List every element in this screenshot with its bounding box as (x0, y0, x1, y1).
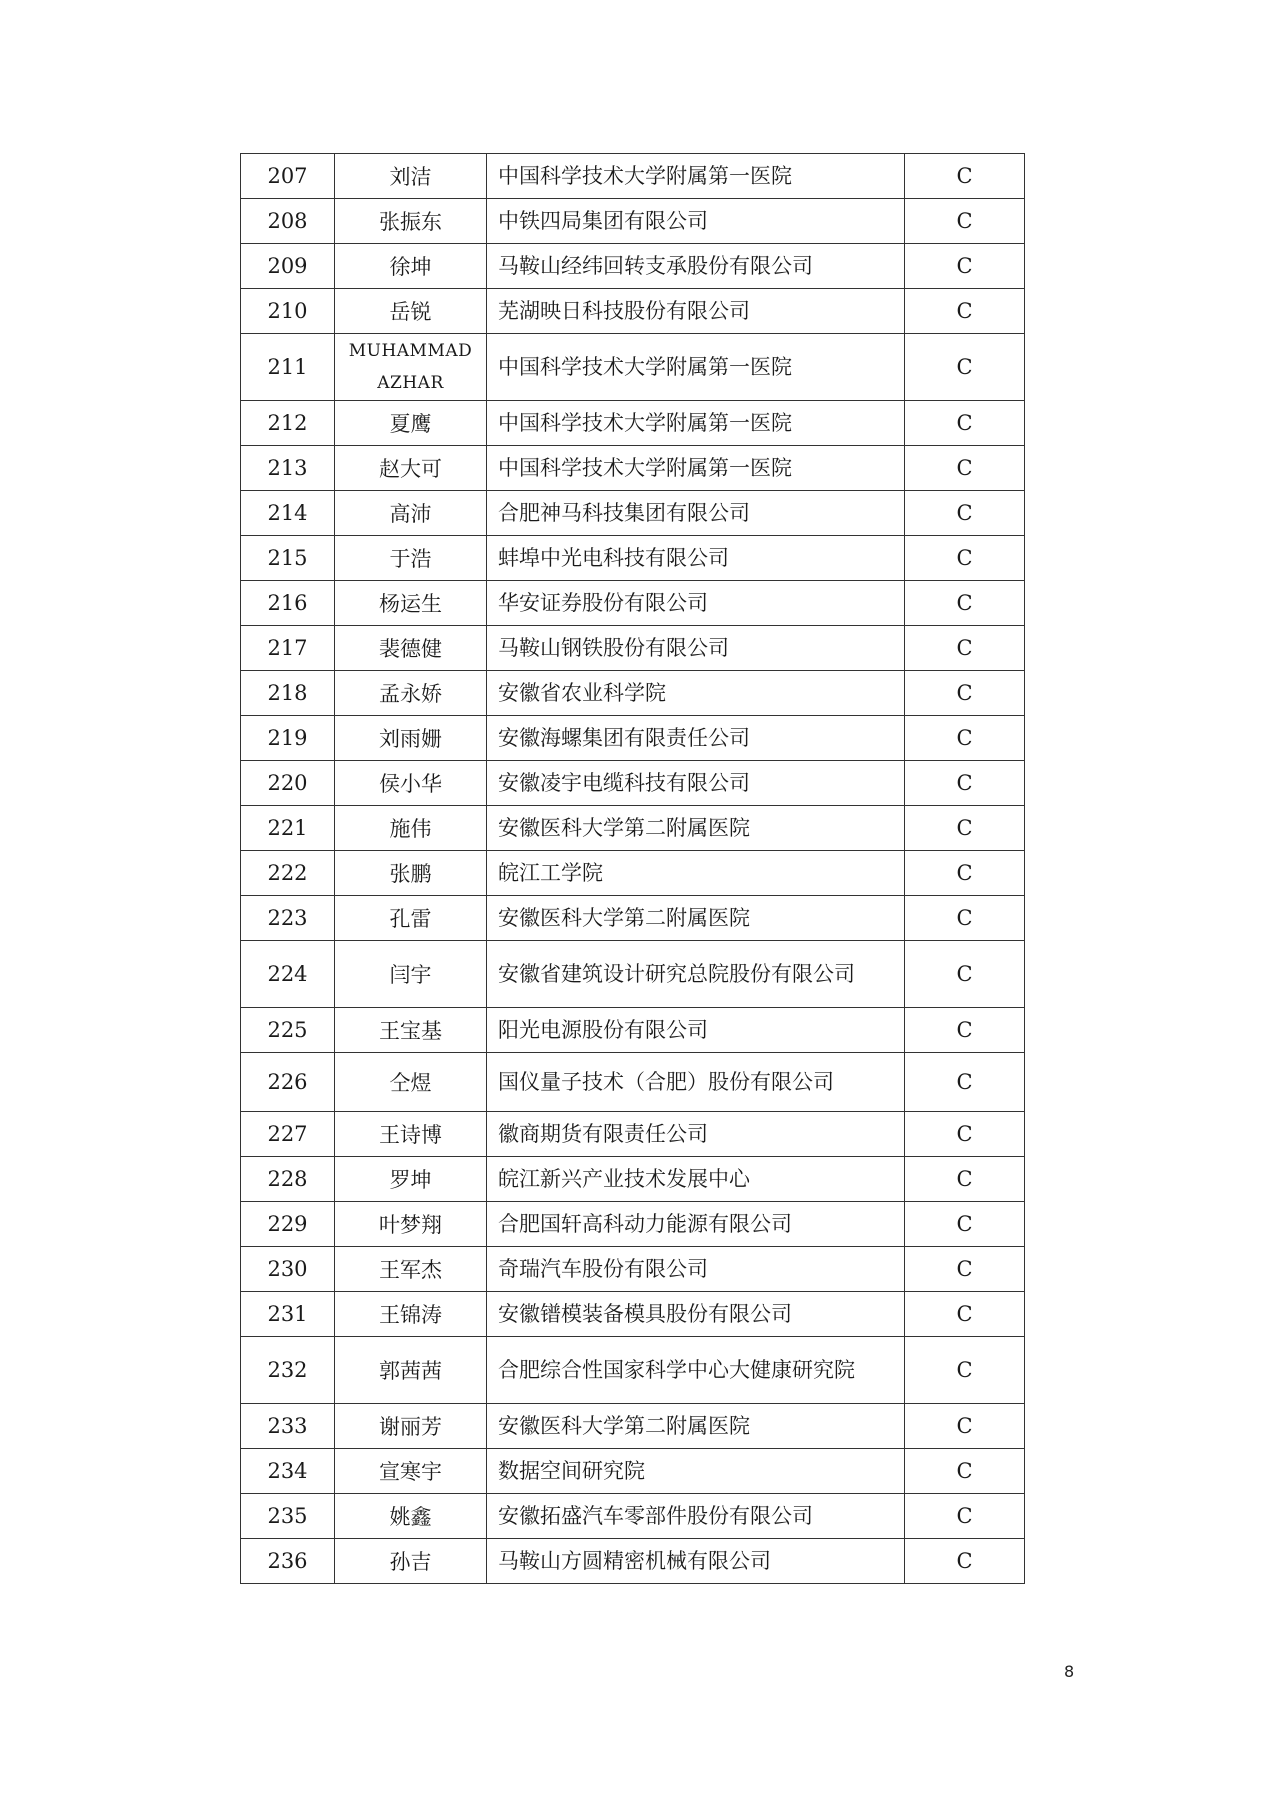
page-number: 8 (1064, 1662, 1075, 1681)
organization: 马鞍山经纬回转支承股份有限公司 (487, 244, 905, 289)
row-number: 231 (241, 1292, 335, 1337)
row-number: 214 (241, 491, 335, 536)
row-number: 211 (241, 334, 335, 401)
organization: 安徽医科大学第二附属医院 (487, 806, 905, 851)
table-row (241, 244, 1025, 289)
grade: C (905, 1157, 1025, 1202)
grade: C (905, 1449, 1025, 1494)
grade: C (905, 199, 1025, 244)
grade: C (905, 1337, 1025, 1404)
person-name: 郭茜茜 (335, 1337, 487, 1404)
table-row (241, 671, 1025, 716)
person-name: 宣寒宇 (335, 1449, 487, 1494)
awardee-table (240, 153, 1025, 1584)
table-row (241, 1247, 1025, 1292)
row-number: 215 (241, 536, 335, 581)
table-row (241, 1112, 1025, 1157)
table-row (241, 199, 1025, 244)
person-name: 王诗博 (335, 1112, 487, 1157)
person-name: 王军杰 (335, 1247, 487, 1292)
grade: C (905, 1539, 1025, 1584)
person-name: 孔雷 (335, 896, 487, 941)
row-number: 212 (241, 401, 335, 446)
grade: C (905, 446, 1025, 491)
organization: 中铁四局集团有限公司 (487, 199, 905, 244)
person-name: 叶梦翔 (335, 1202, 487, 1247)
person-name: 王宝基 (335, 1008, 487, 1053)
organization: 徽商期货有限责任公司 (487, 1112, 905, 1157)
table-row (241, 761, 1025, 806)
row-number: 232 (241, 1337, 335, 1404)
row-number: 224 (241, 941, 335, 1008)
row-number: 223 (241, 896, 335, 941)
organization: 奇瑞汽车股份有限公司 (487, 1247, 905, 1292)
table-row (241, 581, 1025, 626)
organization: 蚌埠中光电科技有限公司 (487, 536, 905, 581)
table-row (241, 1292, 1025, 1337)
person-name: 于浩 (335, 536, 487, 581)
row-number: 210 (241, 289, 335, 334)
table-row (241, 154, 1025, 199)
table-row (241, 941, 1025, 1008)
person-name: 徐坤 (335, 244, 487, 289)
person-name: 孙吉 (335, 1539, 487, 1584)
table-row (241, 1008, 1025, 1053)
person-name: 赵大可 (335, 446, 487, 491)
grade: C (905, 896, 1025, 941)
grade: C (905, 244, 1025, 289)
person-name: 裴德健 (335, 626, 487, 671)
row-number: 225 (241, 1008, 335, 1053)
person-name: 罗坤 (335, 1157, 487, 1202)
person-name: 谢丽芳 (335, 1404, 487, 1449)
organization: 安徽医科大学第二附属医院 (487, 896, 905, 941)
organization: 数据空间研究院 (487, 1449, 905, 1494)
person-name: 张振东 (335, 199, 487, 244)
row-number: 229 (241, 1202, 335, 1247)
person-name: 高沛 (335, 491, 487, 536)
organization: 安徽凌宇电缆科技有限公司 (487, 761, 905, 806)
person-name: 岳锐 (335, 289, 487, 334)
grade: C (905, 716, 1025, 761)
organization: 皖江工学院 (487, 851, 905, 896)
organization: 中国科学技术大学附属第一医院 (487, 401, 905, 446)
table-row (241, 626, 1025, 671)
row-number: 213 (241, 446, 335, 491)
row-number: 227 (241, 1112, 335, 1157)
person-name: 姚鑫 (335, 1494, 487, 1539)
row-number: 209 (241, 244, 335, 289)
table-row (241, 334, 1025, 401)
row-number: 216 (241, 581, 335, 626)
grade: C (905, 761, 1025, 806)
table-row (241, 446, 1025, 491)
table-row (241, 1337, 1025, 1404)
organization: 合肥综合性国家科学中心大健康研究院 (487, 1337, 905, 1404)
organization: 国仪量子技术（合肥）股份有限公司 (487, 1053, 905, 1112)
row-number: 208 (241, 199, 335, 244)
organization: 安徽海螺集团有限责任公司 (487, 716, 905, 761)
person-name: 侯小华 (335, 761, 487, 806)
grade: C (905, 1247, 1025, 1292)
grade: C (905, 536, 1025, 581)
grade: C (905, 1404, 1025, 1449)
organization: 中国科学技术大学附属第一医院 (487, 334, 905, 401)
row-number: 226 (241, 1053, 335, 1112)
row-number: 228 (241, 1157, 335, 1202)
row-number: 222 (241, 851, 335, 896)
grade: C (905, 671, 1025, 716)
person-name: 闫宇 (335, 941, 487, 1008)
grade: C (905, 1112, 1025, 1157)
row-number: 219 (241, 716, 335, 761)
grade: C (905, 806, 1025, 851)
table-row (241, 851, 1025, 896)
row-number: 230 (241, 1247, 335, 1292)
row-number: 207 (241, 154, 335, 199)
person-name: 孟永娇 (335, 671, 487, 716)
grade: C (905, 581, 1025, 626)
table-row (241, 536, 1025, 581)
grade: C (905, 289, 1025, 334)
grade: C (905, 1494, 1025, 1539)
table-row (241, 716, 1025, 761)
organization: 安徽拓盛汽车零部件股份有限公司 (487, 1494, 905, 1539)
row-number: 236 (241, 1539, 335, 1584)
row-number: 221 (241, 806, 335, 851)
row-number: 218 (241, 671, 335, 716)
table-row (241, 1202, 1025, 1247)
row-number: 235 (241, 1494, 335, 1539)
person-name: 刘雨姗 (335, 716, 487, 761)
person-name: MUHAMMAD AZHAR (335, 334, 487, 401)
grade: C (905, 1008, 1025, 1053)
person-name: 施伟 (335, 806, 487, 851)
grade: C (905, 1053, 1025, 1112)
organization: 安徽省农业科学院 (487, 671, 905, 716)
organization: 中国科学技术大学附属第一医院 (487, 446, 905, 491)
row-number: 234 (241, 1449, 335, 1494)
grade: C (905, 1202, 1025, 1247)
grade: C (905, 1292, 1025, 1337)
row-number: 220 (241, 761, 335, 806)
grade: C (905, 334, 1025, 401)
table-row (241, 1539, 1025, 1584)
table-row (241, 1404, 1025, 1449)
table-row (241, 1494, 1025, 1539)
table-row (241, 1449, 1025, 1494)
organization: 安徽省建筑设计研究总院股份有限公司 (487, 941, 905, 1008)
person-name: 刘洁 (335, 154, 487, 199)
grade: C (905, 154, 1025, 199)
grade: C (905, 626, 1025, 671)
row-number: 217 (241, 626, 335, 671)
person-name: 夏鹰 (335, 401, 487, 446)
grade: C (905, 491, 1025, 536)
organization: 中国科学技术大学附属第一医院 (487, 154, 905, 199)
grade: C (905, 401, 1025, 446)
grade: C (905, 851, 1025, 896)
organization: 皖江新兴产业技术发展中心 (487, 1157, 905, 1202)
organization: 安徽镨模装备模具股份有限公司 (487, 1292, 905, 1337)
organization: 芜湖映日科技股份有限公司 (487, 289, 905, 334)
table-row (241, 1053, 1025, 1112)
organization: 马鞍山钢铁股份有限公司 (487, 626, 905, 671)
table-row (241, 896, 1025, 941)
table-row (241, 806, 1025, 851)
organization: 合肥国轩高科动力能源有限公司 (487, 1202, 905, 1247)
grade: C (905, 941, 1025, 1008)
organization: 马鞍山方圆精密机械有限公司 (487, 1539, 905, 1584)
organization: 华安证券股份有限公司 (487, 581, 905, 626)
organization: 安徽医科大学第二附属医院 (487, 1404, 905, 1449)
table-row (241, 401, 1025, 446)
organization: 合肥神马科技集团有限公司 (487, 491, 905, 536)
person-name: 杨运生 (335, 581, 487, 626)
person-name: 仝煜 (335, 1053, 487, 1112)
table-row (241, 491, 1025, 536)
table-row (241, 289, 1025, 334)
table-row (241, 1157, 1025, 1202)
row-number: 233 (241, 1404, 335, 1449)
person-name: 王锦涛 (335, 1292, 487, 1337)
organization: 阳光电源股份有限公司 (487, 1008, 905, 1053)
person-name: 张鹏 (335, 851, 487, 896)
